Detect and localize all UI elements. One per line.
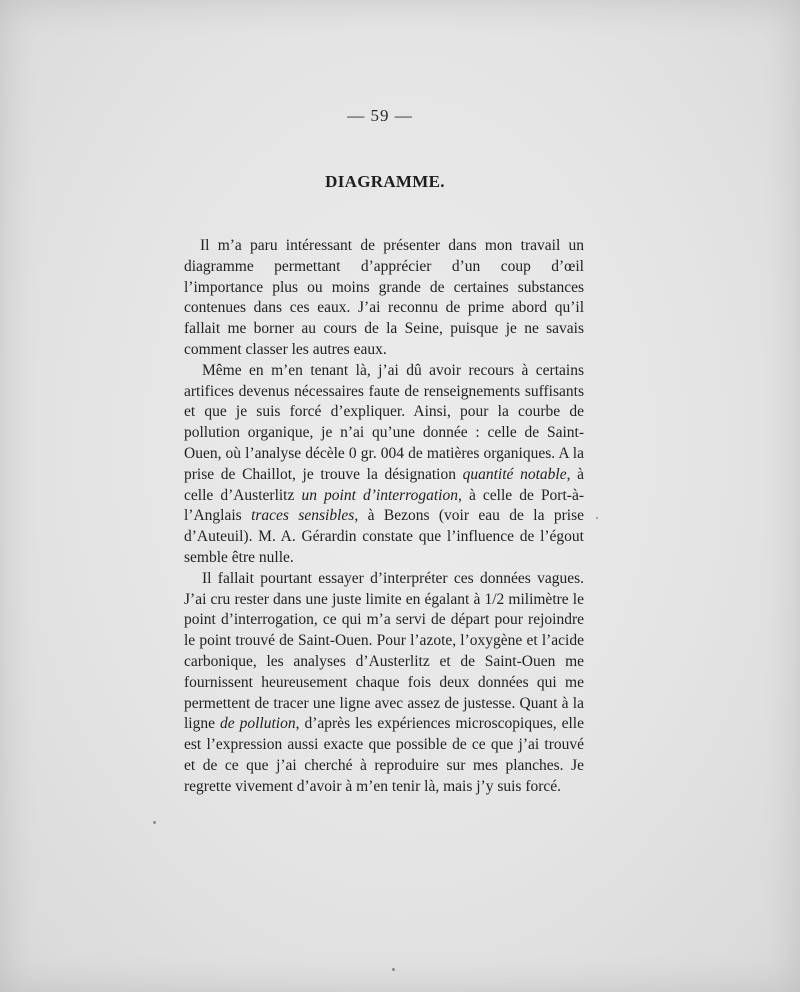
- italic-phrase: traces sensibles: [251, 507, 355, 525]
- scan-speck: [153, 821, 156, 824]
- text-run: , à Bezons (voir eau de la prise d’Auteuil). M. A. Gérardin constate que l’influence de l’égout semble être nulle.: [184, 507, 585, 566]
- text-run: , à celle d’Austerlitz: [184, 465, 584, 504]
- text-run: , à celle de Port-à-l’Anglais: [184, 486, 584, 525]
- italic-phrase: quantité notable: [462, 465, 567, 483]
- paragraph: [184, 569, 584, 798]
- section-title: DIAGRAMME.: [325, 172, 445, 191]
- text-run: Même en m’en tenant là, j’ai dû avoir recours à certains artifices devenus nécessaires faute de renseignements suffisants et que je suis forcé d’expliquer. Ainsi, pour la courbe de pollution organique, je n’ai qu’une donnée : celle de Saint-Ouen, où l’analyse décèle 0 gr. 004 de matières organiques. A la prise de Chaillot, je trouve la désignation: [184, 361, 584, 483]
- scan-speck: [392, 968, 395, 971]
- text-run: Il m’a paru intéressant de présenter dans mon travail un diagramme permettant d’apprécier d’un coup d’œil l’importance plus ou moins grande de certaines substances contenues dans ces eaux. J’ai reconnu de prime abord qu’il fallait me borner au cours de la Seine, puisque je ne savais comment classer les autres eaux.: [184, 237, 584, 358]
- italic-phrase: de pollution: [220, 715, 296, 733]
- paragraph: [184, 236, 584, 361]
- scan-speck: [596, 517, 598, 519]
- paragraph: [184, 361, 584, 569]
- body-text: [184, 236, 584, 798]
- text-run: Il fallait pourtant essayer d’interpréter ces données vagues. J’ai cru rester dans une juste limite en égalant à 1/2 milimètre le point d’interrogation, ce qui m’a servi de départ pour rejoindre le point trouvé de Saint-Ouen. Pour l’azote, l’oxygène et l’acide carbonique, les analyses d’Austerlitz et de Saint-Ouen me fournissent heureusement chaque fois deux données qui me permettent de tracer une ligne avec assez de justesse. Quant à la ligne: [184, 569, 584, 733]
- italic-phrase: un point d’interrogation: [301, 486, 458, 504]
- text-run: , d’après les expériences microscopiques, elle est l’expression aussi exacte que possible de ce que j’ai trouvé et de ce que j’ai cherché à reproduire sur mes planches. Je regrette vivement d’avoir à m’en tenir là, mais j’y suis forcé.: [184, 715, 584, 795]
- page-number: — 59 —: [347, 106, 413, 125]
